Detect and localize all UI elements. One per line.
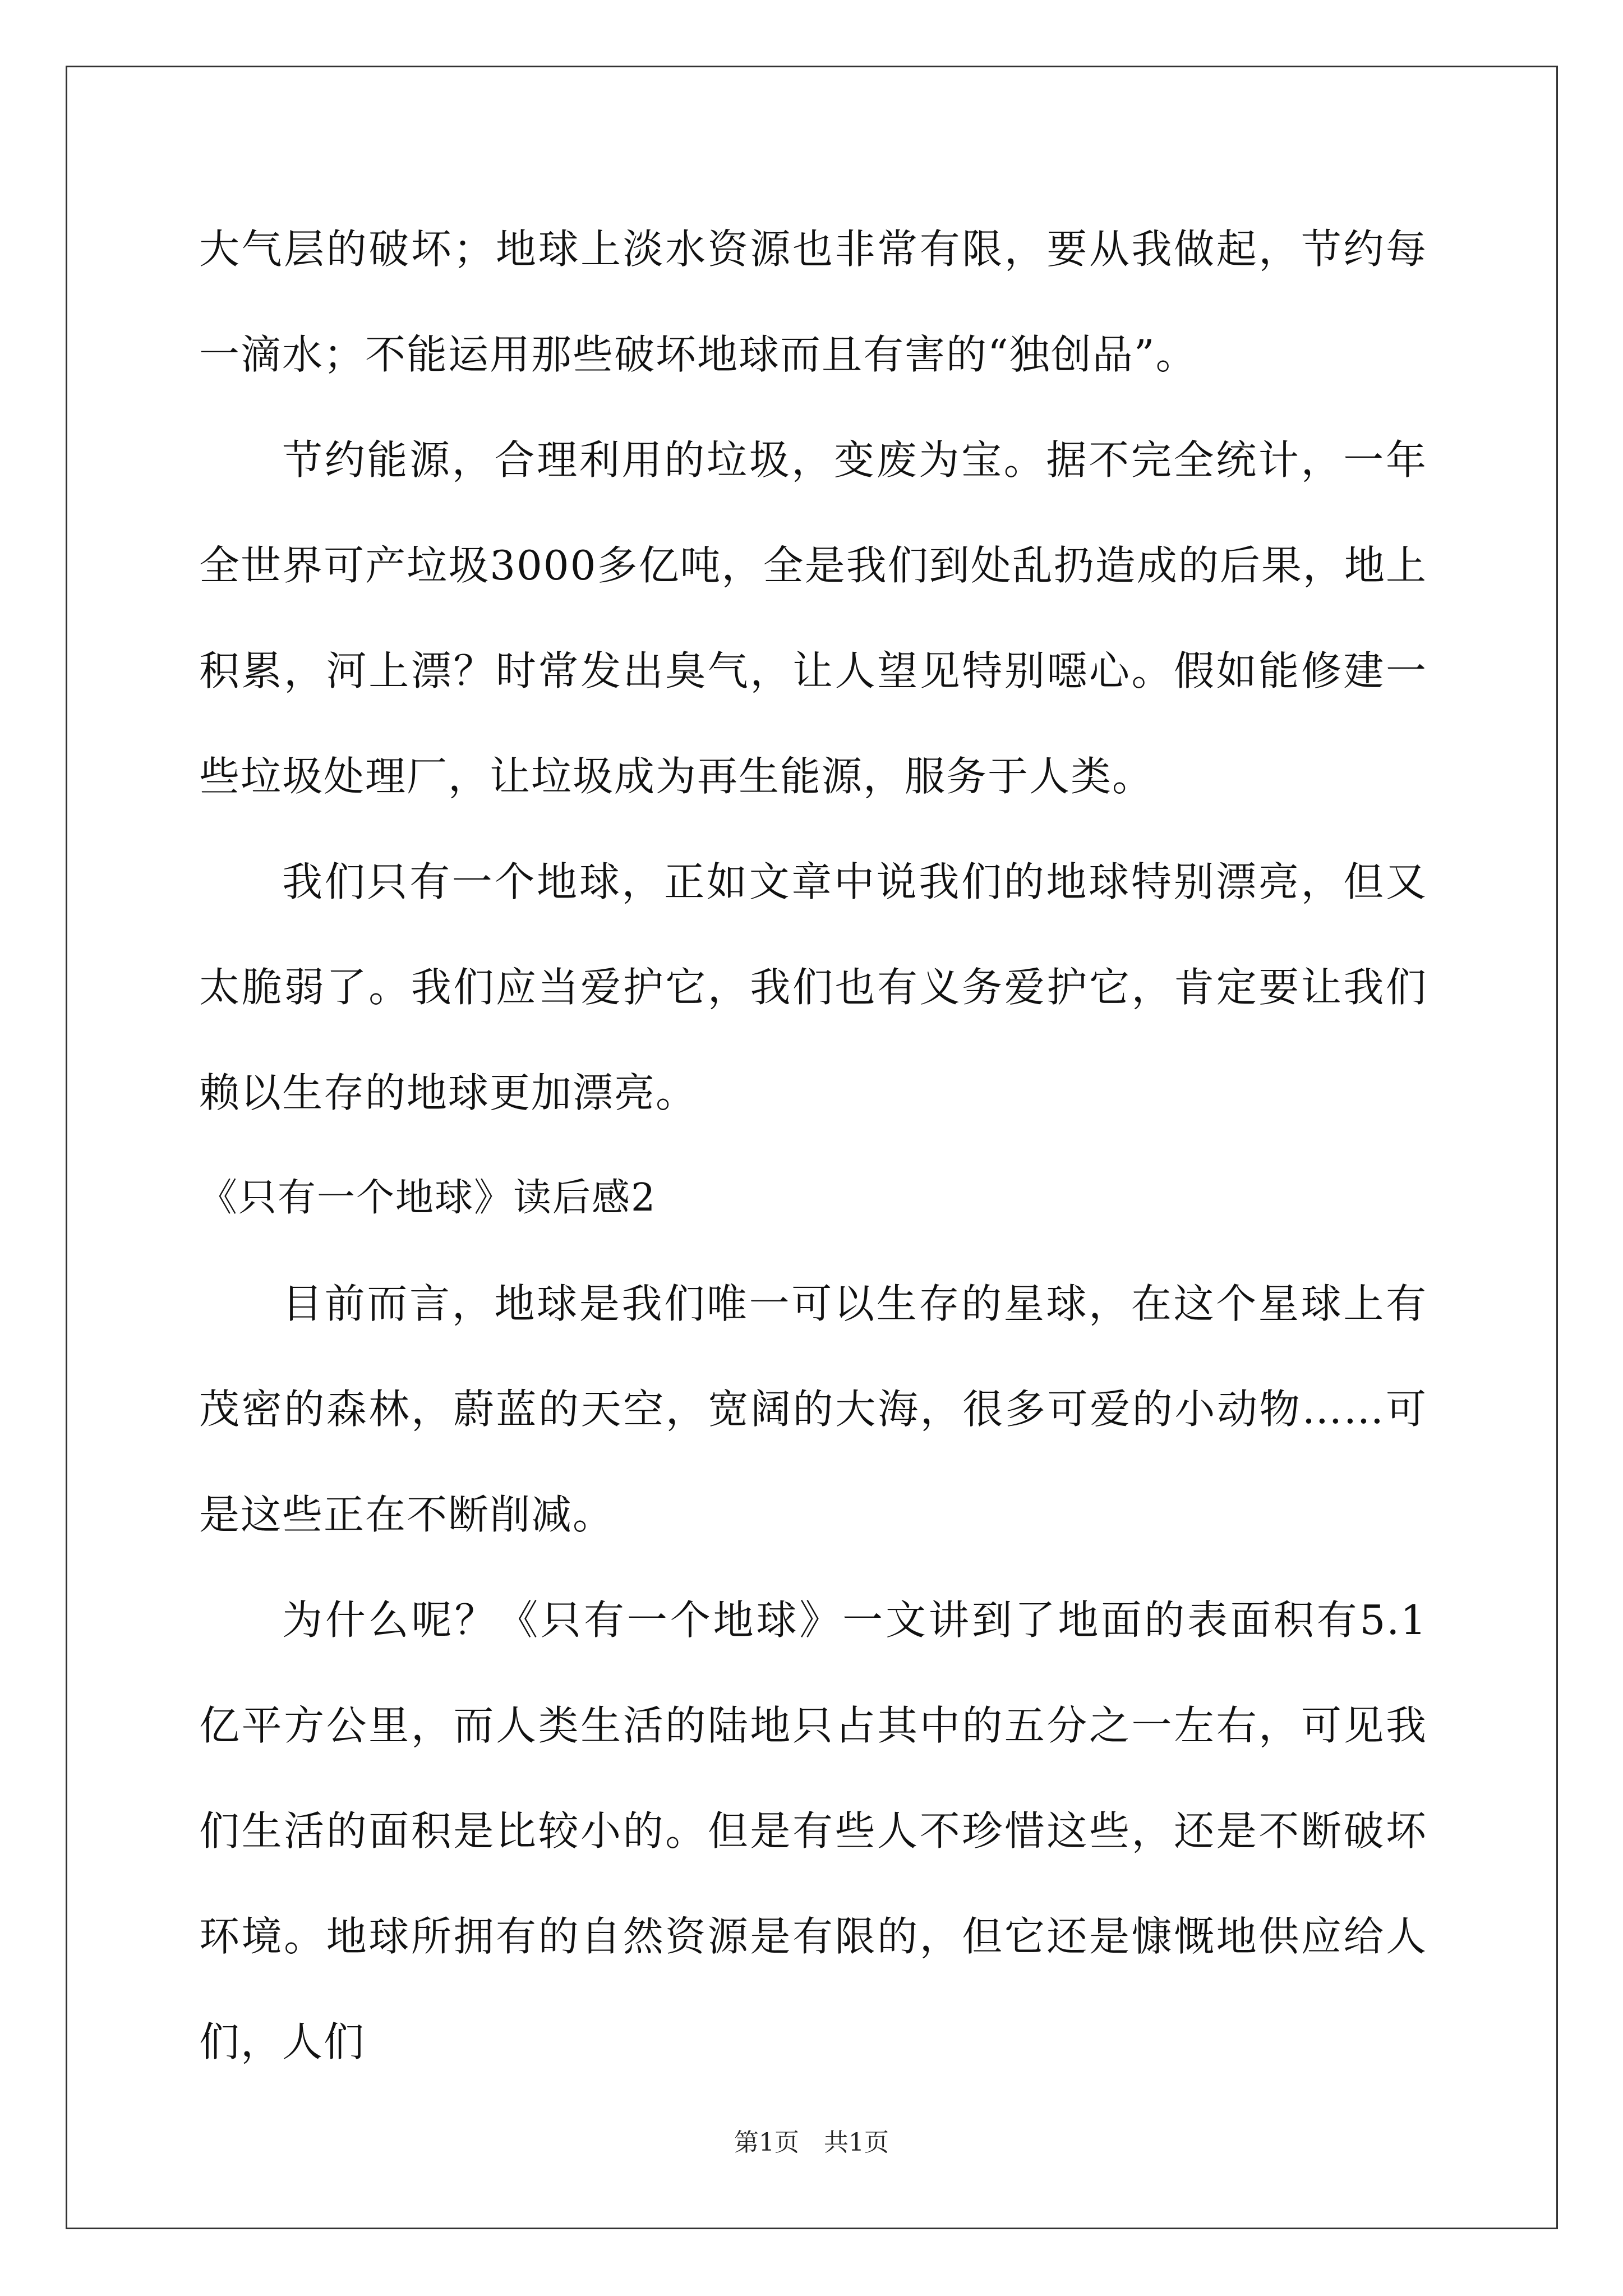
page-number: 第1页	[734, 2128, 799, 2157]
paragraph-continuation: 大气层的破坏；地球上淡水资源也非常有限，要从我做起，节约每一滴水；不能运用那些破坏地球而且有害的“独创品”。	[199, 226, 1427, 378]
document-body	[199, 196, 1427, 2095]
paragraph-why: 为什么呢？《只有一个地球》一文讲到了地面的表面积有5.1亿平方公里，而人类生活的陆地只占其中的五分之一左右，可见我们生活的面积是比较小的。但是有些人不珍惜这些，还是不断破坏环境。地球所拥有的自然资源是有限的，但它还是慷慨地供应给人们，人们	[199, 1596, 1427, 2065]
paragraph-only-one-earth: 我们只有一个地球，正如文章中说我们的地球特别漂亮，但又太脆弱了。我们应当爱护它，我们也有义务爱护它，肯定要让我们赖以生存的地球更加漂亮。	[199, 858, 1427, 1116]
page-footer	[0, 2126, 1623, 2160]
section-heading: 《只有一个地球》读后感2	[199, 1176, 657, 1220]
page-total: 共1页	[824, 2128, 889, 2157]
paragraph-current-state: 目前而言，地球是我们唯一可以生存的星球，在这个星球上有茂密的森林，蔚蓝的天空，宽阔的大海，很多可爱的小动物……可是这些正在不断削减。	[199, 1280, 1427, 1538]
paragraph-energy-saving: 节约能源，合理利用的垃圾，变废为宝。据不完全统计，一年全世界可产垃圾3000多亿吨，全是我们到处乱扔造成的后果，地上积累，河上漂？时常发出臭气，让人望见特别噁心。假如能修建一些垃圾处理厂，让垃圾成为再生能源，服务于人类。	[199, 436, 1427, 800]
